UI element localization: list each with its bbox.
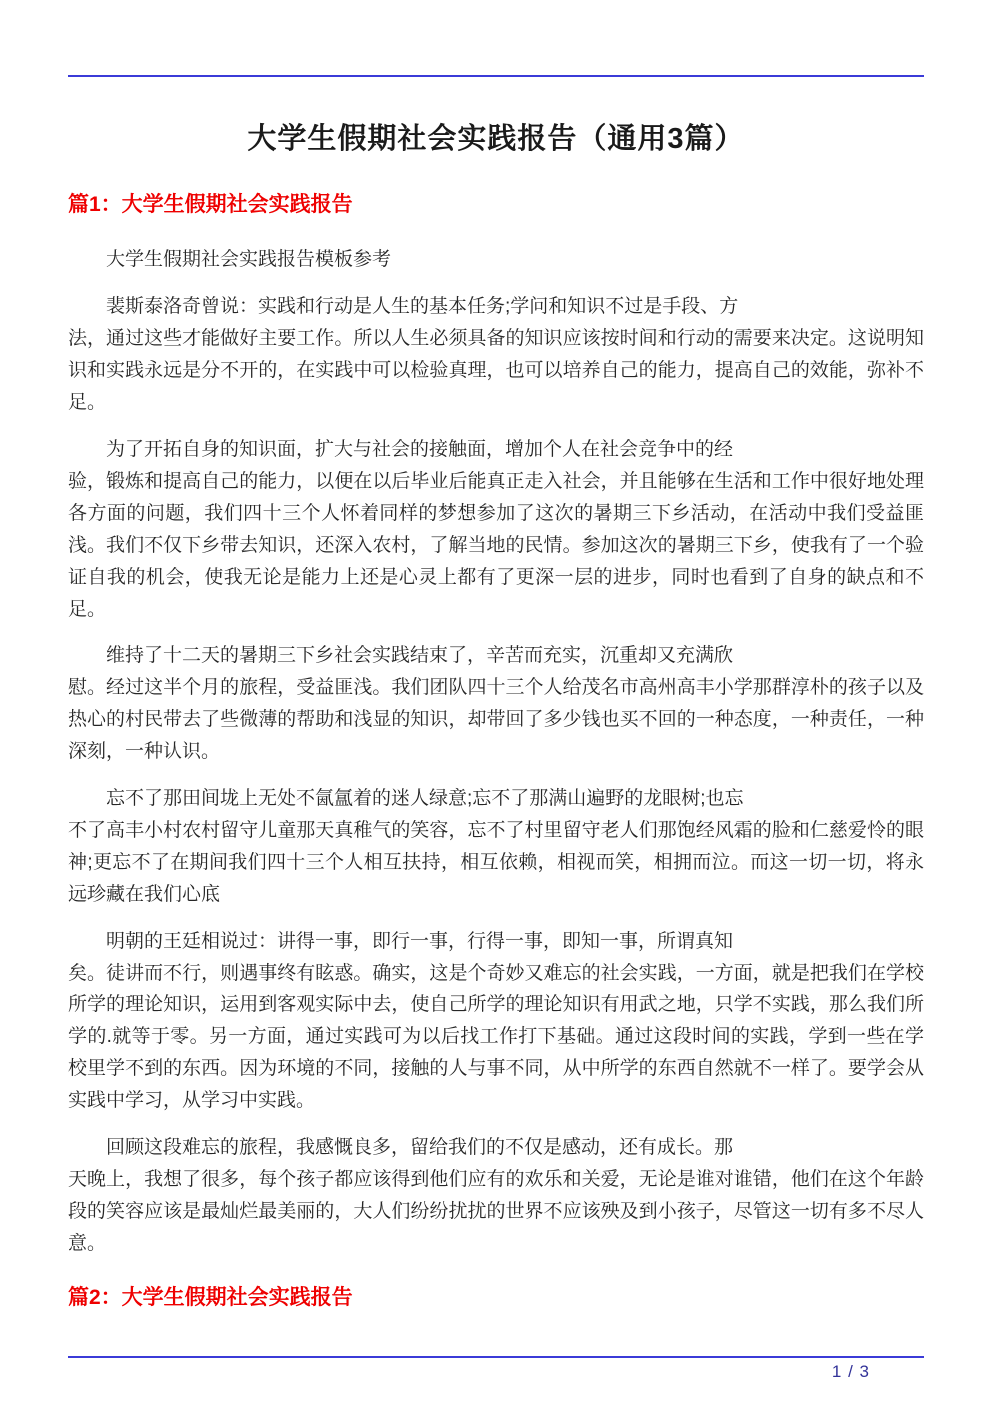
paragraph-lead: 明朝的王廷相说过：讲得一事，即行一事，行得一事，即知一事，所谓真知	[106, 930, 734, 952]
document-content	[68, 120, 924, 1337]
section-1-heading: 篇1：大学生假期社会实践报告	[68, 193, 353, 217]
document-title: 大学生假期社会实践报告（通用3篇）	[247, 123, 745, 155]
paragraph-4	[68, 640, 924, 768]
paragraph-lead: 回顾这段难忘的旅程，我感慨良多，留给我们的不仅是感动，还有成长。那	[106, 1137, 734, 1159]
paragraph-lead: 为了开拓自身的知识面，扩大与社会的接触面，增加个人在社会竞争中的经	[106, 438, 734, 460]
paragraph-rest: 法，通过这些才能做好主要工作。所以人生必须具备的知识应该按时间和行动的需要来决定。这说明知识和实践永远是分不开的，在实践中可以检验真理，也可以培养自己的能力，提高自己的效能，弥补不足。	[68, 328, 924, 414]
paragraph-lead: 裴斯泰洛奇曾说：实践和行动是人生的基本任务;学问和知识不过是手段、方	[106, 296, 739, 318]
paragraph-5	[68, 783, 924, 911]
paragraph-2	[68, 291, 924, 419]
paragraph-rest: 天晚上，我想了很多，每个孩子都应该得到他们应有的欢乐和关爱，无论是谁对谁错，他们在这个年龄段的笑容应该是最灿烂最美丽的，大人们纷纷扰扰的世界不应该殃及到小孩子，尽管这一切有多不尽人意。	[68, 1169, 924, 1254]
paragraph-lead: 忘不了那田间垅上无处不氤氲着的迷人绿意;忘不了那满山遍野的龙眼树;也忘	[106, 788, 744, 810]
bottom-divider	[68, 1356, 924, 1358]
paragraph-rest: 不了高丰小村农村留守儿童那天真稚气的笑容，忘不了村里留守老人们那饱经风霜的脸和仁慈爱怜的眼神;更忘不了在期间我们四十三个人相互扶持，相互依赖，相视而笑，相拥而泣。而这一切一切，将永远珍藏在我们心底	[68, 819, 924, 905]
paragraph-1	[68, 244, 924, 276]
paragraph-rest: 验，锻炼和提高自己的能力，以便在以后毕业后能真正走入社会，并且能够在生活和工作中很好地处理各方面的问题，我们四十三个人怀着同样的梦想参加了这次的暑期三下乡活动，在活动中我们受益匪浅。我们不仅下乡带去知识，还深入农村，了解当地的民情。参加这次的暑期三下乡，使我有了一个验证自我的机会，使我无论是能力上还是心灵上都有了更深一层的进步，同时也看到了自身的缺点和不足。	[68, 470, 924, 620]
section-2-heading: 篇2：大学生假期社会实践报告	[68, 1285, 353, 1309]
page-number: 1 / 3	[831, 1362, 870, 1381]
paragraph-6	[68, 926, 924, 1117]
paragraph-3	[68, 434, 924, 625]
paragraph-rest: 慰。经过这半个月的旅程，受益匪浅。我们团队四十三个人给茂名市高州高丰小学那群淳朴的孩子以及热心的村民带去了些微薄的帮助和浅显的知识，却带回了多少钱也买不回的一种态度，一种责任，一种深刻，一种认识。	[68, 677, 924, 763]
paragraph-7	[68, 1132, 924, 1260]
paragraph-lead: 维持了十二天的暑期三下乡社会实践结束了，辛苦而充实，沉重却又充满欣	[106, 645, 734, 667]
paragraph-rest: 矣。徒讲而不行，则遇事终有眩惑。确实，这是个奇妙又难忘的社会实践，一方面，就是把我们在学校所学的理论知识，运用到客观实际中去，使自己所学的理论知识有用武之地，只学不实践，那么我们所学的.就等于零。另一方面，通过实践可为以后找工作打下基础。通过这段时间的实践，学到一些在学校里学不到的东西。因为环境的不同，接触的人与事不同，从中所学的东西自然就不一样了。要学会从实践中学习，从学习中实践。	[68, 962, 924, 1112]
top-divider	[68, 75, 924, 77]
paragraph-text: 大学生假期社会实践报告模板参考	[106, 249, 392, 271]
